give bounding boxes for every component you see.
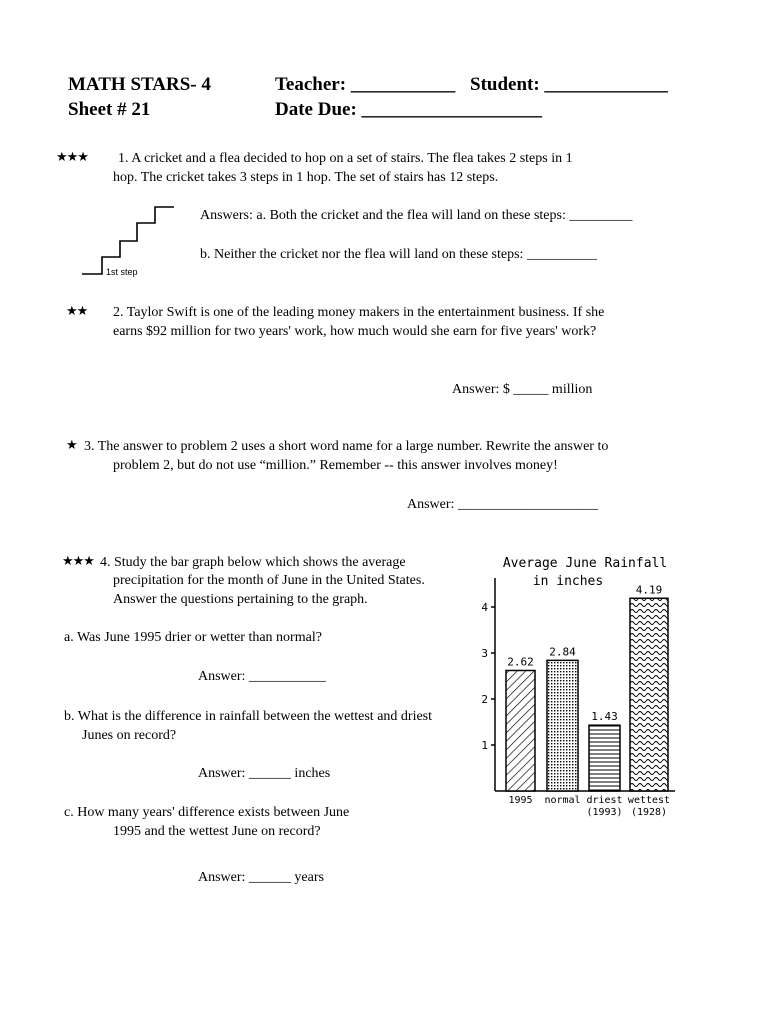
y-tick-label: 4 bbox=[481, 601, 488, 614]
bar-value-label: 2.84 bbox=[549, 645, 576, 659]
q4c-question-line1: c. How many years' difference exists between June bbox=[64, 805, 350, 820]
category-label: driest bbox=[586, 795, 623, 806]
bar-value-label: 4.19 bbox=[635, 583, 663, 597]
bar-value-label: 1.43 bbox=[591, 710, 618, 724]
q4a-answer: Answer: ___________ bbox=[198, 669, 326, 684]
q4a-question: a. Was June 1995 drier or wetter than normal? bbox=[64, 630, 322, 645]
bar-1995 bbox=[506, 670, 535, 791]
chart-title-line2: in inches bbox=[532, 574, 604, 589]
q1-answer-b: b. Neither the cricket nor the flea will land on these steps: __________ bbox=[200, 247, 597, 262]
q4b-question-line1: b. What is the difference in rainfall between the wettest and driest bbox=[64, 709, 433, 724]
q2-answer: Answer: $ _____ million bbox=[452, 382, 593, 397]
q2-text-line2: earns $92 million for two years' work, how much would she earn for five years' work? bbox=[113, 324, 597, 339]
q4b-answer: Answer: ______ inches bbox=[198, 766, 331, 781]
q1-text-line1: 1. A cricket and a flea decided to hop on a set of stairs. The flea takes 2 steps in 1 bbox=[118, 151, 573, 166]
teacher-field: Teacher: ___________ bbox=[275, 74, 456, 95]
category-label: normal bbox=[544, 795, 581, 806]
category-sublabel: (1993) bbox=[586, 807, 623, 818]
q4c-question-line2: 1995 and the wettest June on record? bbox=[113, 824, 321, 839]
category-label: 1995 bbox=[508, 795, 533, 806]
worksheet-title: MATH STARS- 4 bbox=[68, 74, 211, 95]
q3-answer: Answer: ____________________ bbox=[407, 497, 598, 512]
y-tick-label: 1 bbox=[481, 739, 488, 752]
q2-stars: ★★ bbox=[66, 304, 88, 319]
q4-text-line1: 4. Study the bar graph below which shows the average bbox=[100, 555, 406, 570]
q4-stars: ★★★ bbox=[62, 554, 94, 569]
bar-value-label: 2.62 bbox=[507, 655, 534, 669]
first-step-label: 1st step bbox=[106, 267, 138, 277]
category-label: wettest bbox=[627, 795, 671, 806]
q4b-question-line2: Junes on record? bbox=[82, 728, 177, 743]
q4c-answer: Answer: ______ years bbox=[198, 870, 324, 885]
y-tick-label: 3 bbox=[481, 647, 488, 660]
y-tick-label: 2 bbox=[481, 693, 488, 706]
rainfall-bar-chart bbox=[470, 548, 680, 828]
q1-answer-a: Answers: a. Both the cricket and the flea will land on these steps: _________ bbox=[200, 208, 633, 223]
q1-text-line2: hop. The cricket takes 3 steps in 1 hop. The set of stairs has 12 steps. bbox=[113, 170, 499, 185]
q2-text-line1: 2. Taylor Swift is one of the leading money makers in the entertainment business. If she bbox=[113, 305, 605, 320]
q3-text-line1: 3. The answer to problem 2 uses a short word name for a large number. Rewrite the answer to bbox=[84, 439, 609, 454]
q4-text-line3: Answer the questions pertaining to the graph. bbox=[113, 592, 368, 607]
student-field: Student: _____________ bbox=[470, 74, 668, 95]
staircase-diagram bbox=[78, 204, 178, 280]
q1-stars: ★★★ bbox=[56, 150, 88, 165]
date-due-field: Date Due: ___________________ bbox=[275, 99, 543, 120]
category-sublabel: (1928) bbox=[630, 807, 668, 818]
bar-driest bbox=[589, 725, 620, 791]
q4-text-line2: precipitation for the month of June in the United States. bbox=[113, 573, 425, 588]
sheet-number: Sheet # 21 bbox=[68, 99, 151, 120]
q3-text-line2: problem 2, but do not use “million.” Remember -- this answer involves money! bbox=[113, 458, 558, 473]
chart-title-line1: Average June Rainfall bbox=[502, 556, 668, 571]
q3-star: ★ bbox=[66, 438, 77, 453]
bar-normal bbox=[547, 660, 578, 791]
bar-wettest bbox=[630, 598, 668, 791]
